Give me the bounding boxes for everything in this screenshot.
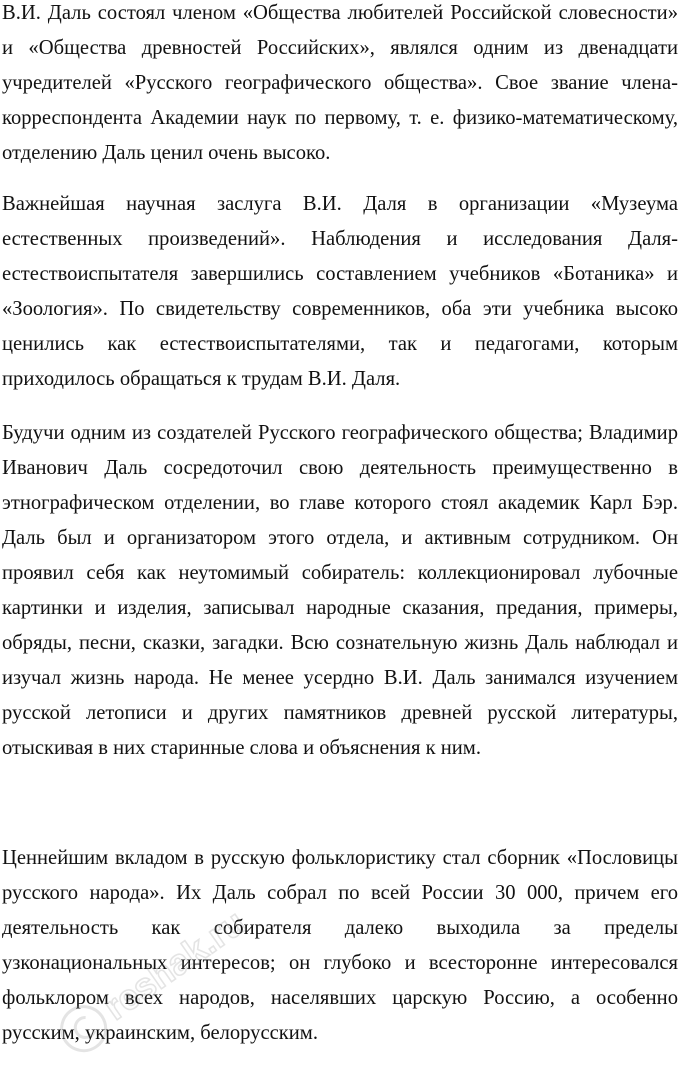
watermark-text: reshak.ru xyxy=(96,901,253,1028)
paragraph-4: Ценнейшим вкладом в русскую фольклористику стал сборник «Пословицы русского народа». Их Даль собрал по всей России 30 000, причем его деятельность как собирателя далеко выходила за пределы узконациональных интересов; он глубоко и всесторонне интересовался фольклором всех народов, населявших царскую Россию, а особенно русским, украинским, белорусским. xyxy=(2,847,678,1044)
paragraph-1: В.И. Даль состоял членом «Общества любителей Российской словесности» и «Общества древностей Российских», являлся одним из двенадцати учредителей «Русского географического общества». Свое звание члена-корреспондента Академии наук по первому, т. е. физико-математическому, отделению Даль ценил очень высоко. xyxy=(2,2,678,164)
paragraph-2: Важнейшая научная заслуга В.И. Даля в организации «Музеума естественных произведений». Наблюдения и исследования Даля-естествоиспытателя завершились составлением учебников «Ботаника» и «Зоология». По свидетельству современников, оба эти учебника высоко ценились как естествоиспытателями, так и педагогами, которым приходилось обращаться к трудам В.И. Даля. xyxy=(2,193,678,390)
paragraph-3: Будучи одним из создателей Русского географического общества; Владимир Иванович Даль сосредоточил свою деятельность преимущественно в этнографическом отделении, во главе которого стоял академик Карл Бэр. Даль был и организатором этого отдела, и активным сотрудником. Он проявил себя как неутомимый собиратель: коллекционировал лубочные картинки и изделия, записывал народные сказания, предания, примеры, обряды, песни, сказки, загадки. Всю сознательную жизнь Даль наблюдал и изучал жизнь народа. Не менее усердно В.И. Даль занимался изучением русской летописи и других памятников древней русской литературы, отыскивая в них старинные слова и объяснения к ним. xyxy=(2,422,678,759)
